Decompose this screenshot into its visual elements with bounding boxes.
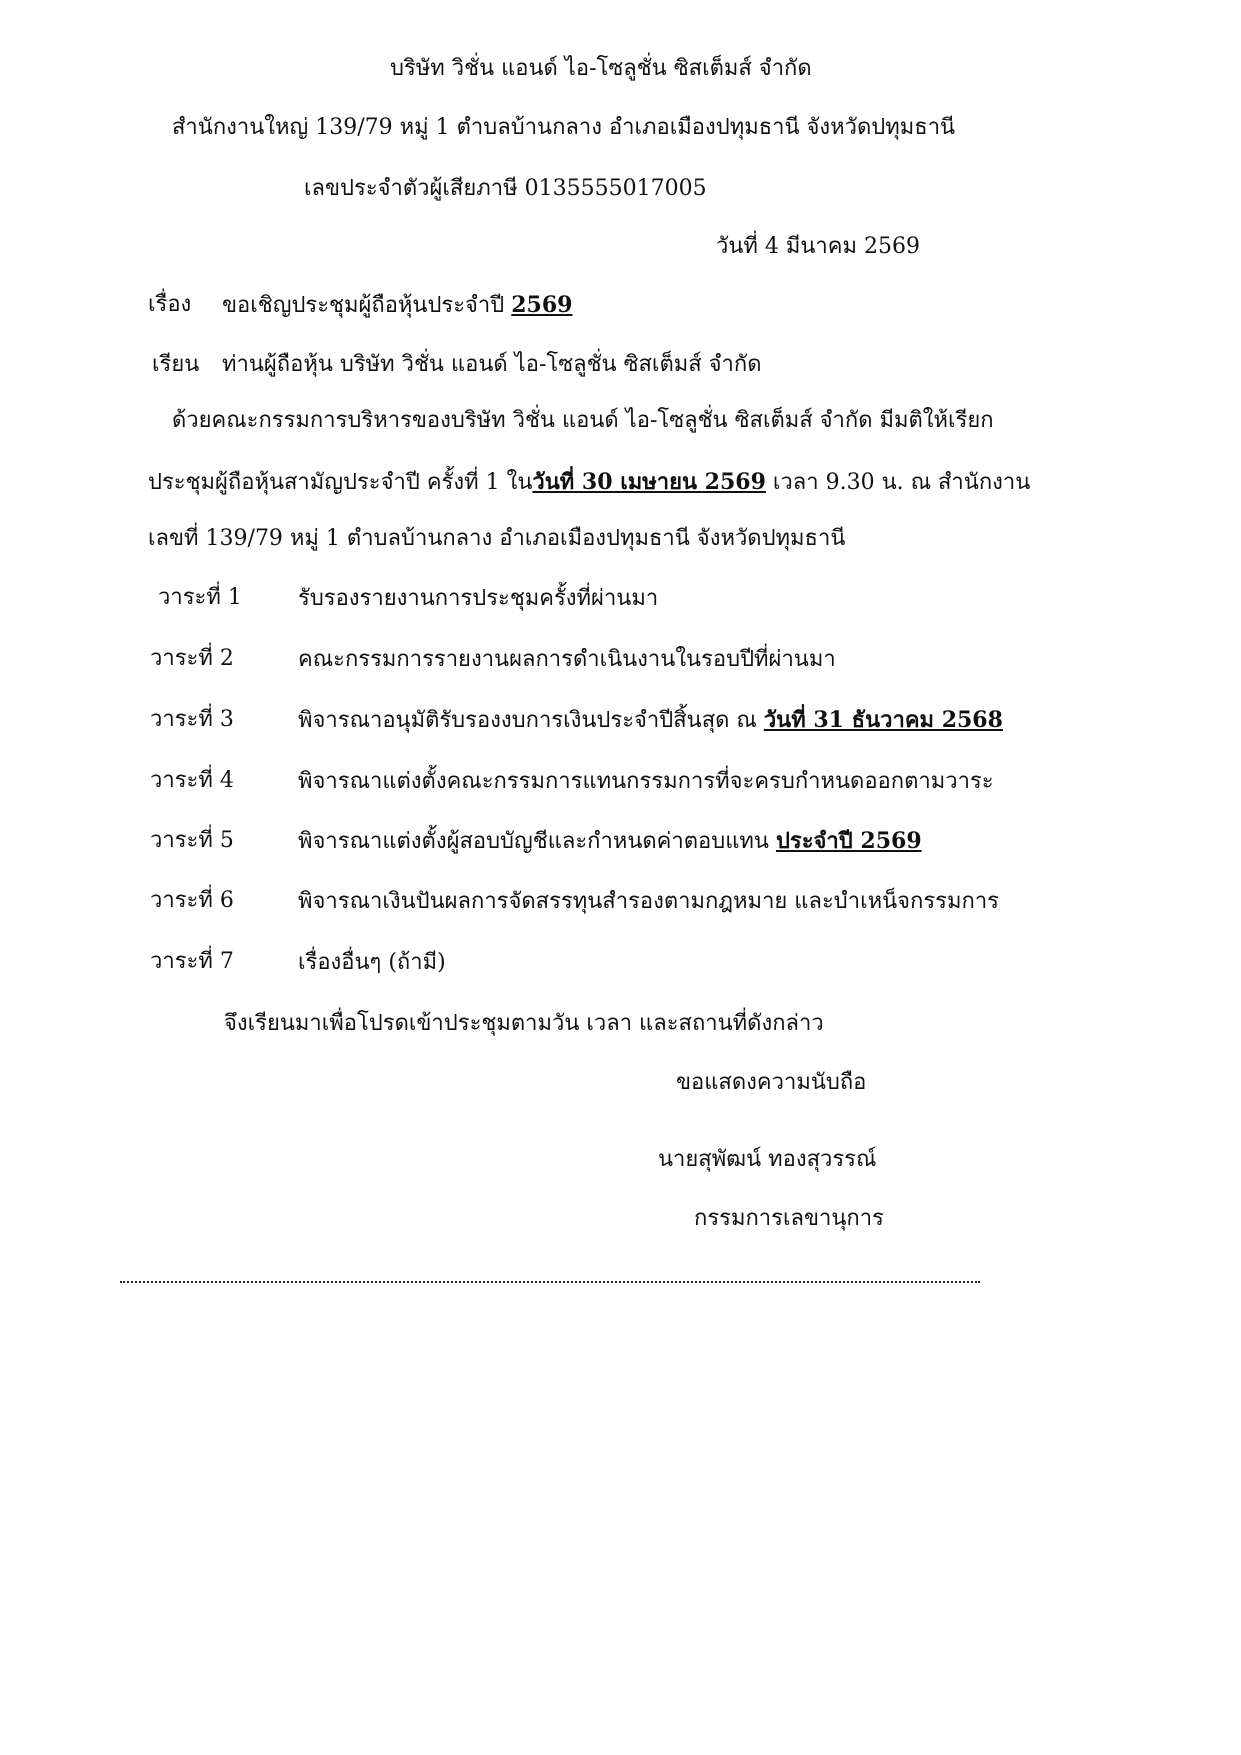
letter-date: วันที่ 4 มีนาคม 2569 — [716, 234, 920, 259]
body-line-2-post: เวลา 9.30 น. ณ สำนักงาน — [765, 470, 1031, 495]
agenda-label-6: วาระที่ 6 — [150, 888, 234, 913]
agenda-text-1: รับรองรายงานการประชุมครั้งที่ผ่านมา — [298, 586, 659, 611]
agenda-text-6: พิจารณาเงินปันผลการจัดสรรทุนสำรองตามกฎหมาย และบำเหน็จกรรมการ — [298, 889, 999, 914]
subject-year: 2569 — [511, 292, 573, 318]
agenda-label-4: วาระที่ 4 — [150, 768, 234, 793]
agenda-label-1: วาระที่ 1 — [158, 585, 242, 610]
agenda-text-3: พิจารณาอนุมัติรับรองงบการเงินประจำปีสิ้นสุด ณ วันที่ 31 ธันวาคม 2568 — [298, 707, 1003, 733]
dotted-separator — [120, 1281, 980, 1283]
salutation-text: ท่านผู้ถือหุ้น บริษัท วิชั่น แอนด์ ไอ-โซลูชั่น ซิสเต็มส์ จำกัด — [222, 352, 762, 377]
agenda-text-7: เรื่องอื่นๆ (ถ้ามี) — [298, 950, 446, 975]
agenda-label-3: วาระที่ 3 — [150, 707, 234, 732]
agenda-text-4: พิจารณาแต่งตั้งคณะกรรมการแทนกรรมการที่จะครบกำหนดออกตามวาระ — [298, 769, 994, 794]
body-line-3: เลขที่ 139/79 หมู่ 1 ตำบลบ้านกลาง อำเภอเมืองปทุมธานี จังหวัดปทุมธานี — [148, 526, 846, 551]
body-line-2 — [148, 471, 1030, 494]
agenda-text-2: คณะกรรมการรายงานผลการดำเนินงานในรอบปีที่ผ่านมา — [298, 647, 836, 672]
subject-text — [222, 294, 572, 317]
subject-label: เรื่อง — [148, 292, 192, 317]
agenda-text-5: พิจารณาแต่งตั้งผู้สอบบัญชีและกำหนดค่าตอบแทน ประจำปี 2569 — [298, 828, 922, 854]
agenda-label-7: วาระที่ 7 — [150, 949, 234, 974]
company-address: สำนักงานใหญ่ 139/79 หมู่ 1 ตำบลบ้านกลาง อำเภอเมืองปทุมธานี จังหวัดปทุมธานี — [172, 115, 956, 140]
salutation-label: เรียน — [152, 352, 200, 377]
subject-body: ขอเชิญประชุมผู้ถือหุ้นประจำปี — [222, 293, 512, 318]
signer-name: นายสุพัฒน์ ทองสุวรรณ์ — [658, 1147, 877, 1172]
body-line-1: ด้วยคณะกรรมการบริหารของบริษัท วิชั่น แอนด์ ไอ-โซลูชั่น ซิสเต็มส์ จำกัด มีมติให้เรียก — [172, 408, 994, 433]
meeting-date: วันที่ 30 เมษายน 2569 — [532, 469, 766, 495]
body-line-2-pre: ประชุมผู้ถือหุ้นสามัญประจำปี ครั้งที่ 1 ใน — [148, 470, 533, 495]
company-name: บริษัท วิชั่น แอนด์ ไอ-โซลูชั่น ซิสเต็มส์ จำกัด — [390, 56, 812, 81]
closing-regards: ขอแสดงความนับถือ — [676, 1070, 867, 1095]
agenda-label-2: วาระที่ 2 — [150, 646, 234, 671]
signer-position: กรรมการเลขานุการ — [694, 1206, 884, 1231]
closing-invite: จึงเรียนมาเพื่อโปรดเข้าประชุมตามวัน เวลา และสถานที่ดังกล่าว — [224, 1011, 824, 1036]
agenda-label-5: วาระที่ 5 — [150, 828, 234, 853]
tax-id: เลขประจำตัวผู้เสียภาษี 0135555017005 — [304, 176, 707, 201]
